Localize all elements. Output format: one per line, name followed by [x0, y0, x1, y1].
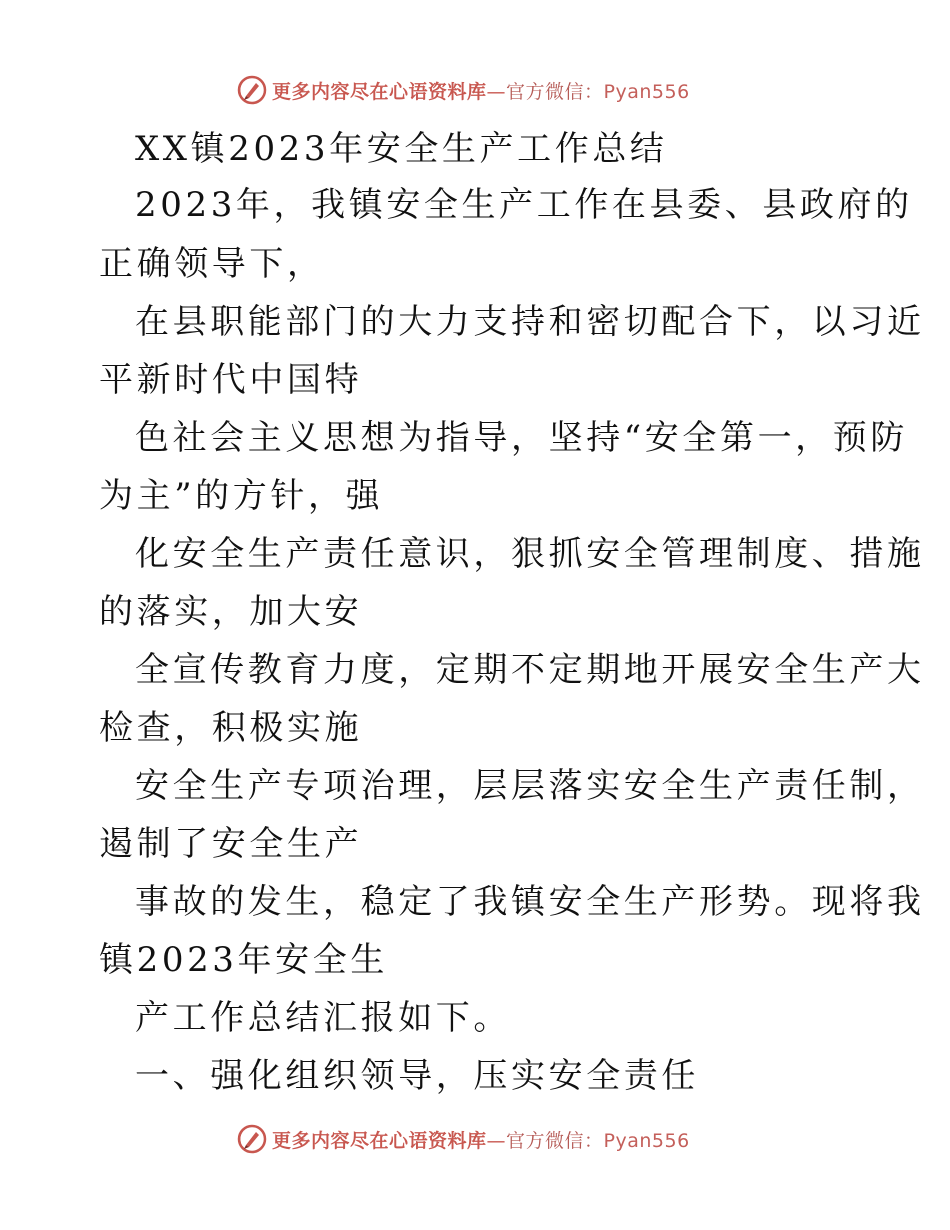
watermark-wechat-id: Pyan556 — [603, 80, 690, 103]
watermark-dash: — — [486, 80, 507, 103]
paragraph-line: 色社会主义思想为指导，坚持“安全第一，预防 — [135, 418, 908, 458]
paragraph-line: 产工作总结汇报如下。 — [135, 998, 511, 1038]
paragraph-line: 在县职能部门的大力支持和密切配合下，以习近 — [135, 302, 925, 342]
watermark-sub-text: 官方微信： — [506, 80, 604, 103]
paragraph-line: 安全生产专项治理，层层落实安全生产责任制， — [135, 766, 925, 806]
paragraph-line: 平新时代中国特 — [99, 360, 363, 400]
paragraph-line: 的落实，加大安 — [99, 592, 363, 632]
document-title: XX镇2023年安全生产工作总结 — [135, 129, 668, 169]
watermark-sub-text: 官方微信： — [506, 1129, 604, 1152]
section-heading: 一、强化组织领导，压实安全责任 — [135, 1056, 699, 1096]
paragraph-line: 2023年，我镇安全生产工作在县委、县政府的 — [135, 185, 913, 225]
pen-logo-icon — [236, 1123, 268, 1155]
paragraph-line: 镇2023年安全生 — [99, 940, 388, 980]
pen-logo-icon — [236, 74, 268, 106]
watermark-header — [236, 73, 690, 107]
watermark-main-text: 更多内容尽在心语资料库 — [272, 80, 487, 103]
watermark-wechat-id: Pyan556 — [603, 1129, 690, 1152]
paragraph-line: 正确领导下， — [99, 244, 325, 284]
paragraph-line: 事故的发生，稳定了我镇安全生产形势。现将我 — [135, 882, 925, 922]
paragraph-line: 全宣传教育力度，定期不定期地开展安全生产大 — [135, 650, 925, 690]
paragraph-line: 为主”的方针，强 — [99, 476, 384, 516]
paragraph-line: 遏制了安全生产 — [99, 824, 363, 864]
paragraph-line: 检查，积极实施 — [99, 708, 363, 748]
watermark-dash: — — [486, 1129, 507, 1152]
watermark-main-text: 更多内容尽在心语资料库 — [272, 1129, 487, 1152]
watermark-footer — [236, 1122, 690, 1156]
paragraph-line: 化安全生产责任意识，狠抓安全管理制度、措施 — [135, 534, 925, 574]
